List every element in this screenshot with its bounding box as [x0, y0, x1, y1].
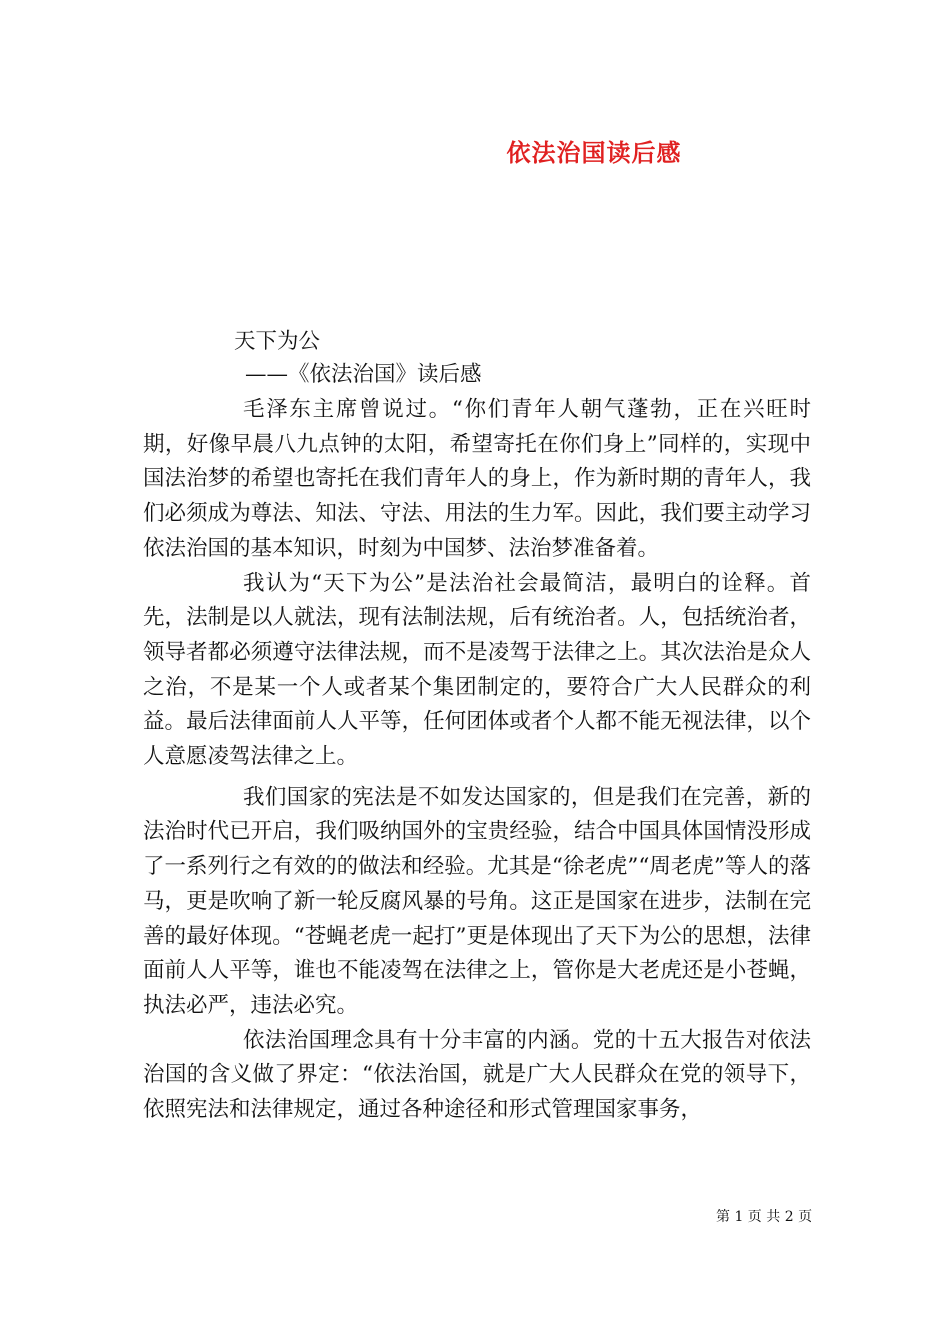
- essay-subheading: ——《依法治国》读后感: [245, 362, 482, 387]
- paragraph: 毛泽东主席曾说过。“你们青年人朝气蓬勃，正在兴旺时期，好像早晨八九点钟的太阳，希望寄托在你们身上”同样的，实现中国法治梦的希望也寄托在我们青年人的身上，作为新时期的青年人，我们必须成为尊法、知法、守法、用法的生力军。因此，我们要主动学习依法治国的基本知识，时刻为中国梦、法治梦准备着。: [143, 397, 811, 561]
- essay-heading: 天下为公: [234, 329, 321, 354]
- document-title: 依法治国读后感: [506, 138, 682, 167]
- paragraph: 依法治国理念具有十分丰富的内涵。党的十五大报告对依法治国的含义做了界定：“依法治国，就是广大人民群众在党的领导下，依照宪法和法律规定，通过各种途径和形式管理国家事务，: [143, 1027, 811, 1123]
- body-text: [143, 393, 811, 1128]
- paragraph: 我认为“天下为公”是法治社会最简洁，最明白的诠释。首先，法制是以人就法，现有法制法规，后有统治者。人，包括统治者，领导者都必须遵守法律法规，而不是凌驾于法律之上。其次法治是众人之治，不是某一个人或者某个集团制定的，要符合广大人民群众的利益。最后法律面前人人平等，任何团体或者个人都不能无视法律，以个人意愿凌驾法律之上。: [143, 570, 811, 770]
- page-footer: 第 1 页 共 2 页: [716, 1209, 813, 1225]
- paragraph: 我们国家的宪法是不如发达国家的，但是我们在完善，新的法治时代已开启，我们吸纳国外的宝贵经验，结合中国具体国情没形成了一系列行之有效的的做法和经验。尤其是“徐老虎”“周老虎”等人的落马，更是吹响了新一轮反腐风暴的号角。这正是国家在进步，法制在完善的最好体现。“苍蝇老虎一起打”更是体现出了天下为公的思想，法律面前人人平等，谁也不能凌驾在法律之上，管你是大老虎还是小苍蝇，执法必严，违法必究。: [143, 784, 811, 1018]
